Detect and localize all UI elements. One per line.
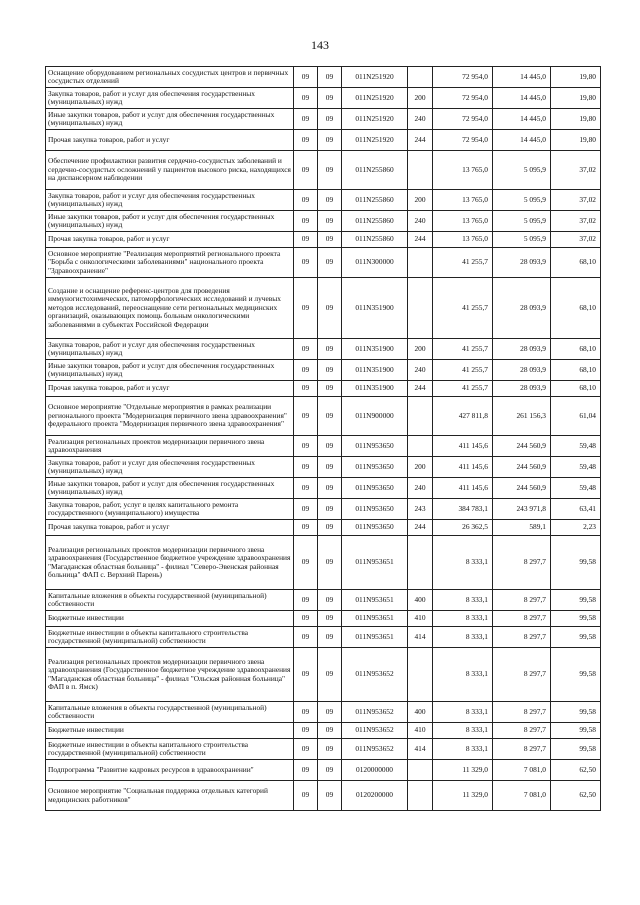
cell-name: Бюджетные инвестиции в объекты капитального строительства государственной (муниципальной) собственности: [46, 739, 294, 760]
cell-subsection: 09: [318, 151, 342, 190]
cell-expense-type: [408, 397, 433, 436]
cell-executed: 14 445,0: [493, 67, 551, 88]
cell-target-code: 011N351900: [342, 381, 408, 397]
cell-expense-type: 240: [408, 211, 433, 232]
cell-executed: 8 297,7: [493, 627, 551, 648]
cell-section: 09: [294, 499, 318, 520]
cell-percent: 37,02: [551, 232, 601, 248]
cell-percent: 99,58: [551, 739, 601, 760]
cell-target-code: 011N953650: [342, 457, 408, 478]
cell-planned: 41 255,7: [433, 360, 493, 381]
cell-subsection: 09: [318, 627, 342, 648]
table-row: [46, 611, 601, 627]
cell-subsection: 09: [318, 536, 342, 590]
table-row: [46, 648, 601, 702]
cell-name: Подпрограмма "Развитие кадровых ресурсов в здравоохранении": [46, 760, 294, 781]
table-row: [46, 739, 601, 760]
cell-percent: 62,50: [551, 760, 601, 781]
cell-percent: 37,02: [551, 211, 601, 232]
cell-name: Создание и оснащение референс-центров для проведения иммуногистохимических, патоморфологических исследований и лучевых методов исследований, переоснащение сети региональных медицинских организаций, оказывающих помощь больным онкологическими заболеваниями в субъектах Российской Федерации: [46, 278, 294, 339]
cell-subsection: 09: [318, 648, 342, 702]
cell-target-code: 011N251920: [342, 88, 408, 109]
cell-section: 09: [294, 397, 318, 436]
cell-expense-type: 200: [408, 457, 433, 478]
cell-executed: 8 297,7: [493, 611, 551, 627]
table-row: [46, 397, 601, 436]
cell-section: 09: [294, 457, 318, 478]
cell-target-code: 011N953651: [342, 611, 408, 627]
cell-expense-type: [408, 278, 433, 339]
cell-target-code: 011N953652: [342, 702, 408, 723]
cell-executed: 7 081,0: [493, 760, 551, 781]
cell-subsection: 09: [318, 190, 342, 211]
cell-section: 09: [294, 436, 318, 457]
cell-section: 09: [294, 232, 318, 248]
cell-subsection: 09: [318, 781, 342, 811]
cell-expense-type: 244: [408, 232, 433, 248]
table-row: [46, 781, 601, 811]
cell-expense-type: [408, 67, 433, 88]
table-row: [46, 109, 601, 130]
cell-subsection: 09: [318, 739, 342, 760]
table-row: [46, 151, 601, 190]
cell-planned: 72 954,0: [433, 109, 493, 130]
cell-subsection: 09: [318, 760, 342, 781]
table-row: [46, 723, 601, 739]
cell-executed: 14 445,0: [493, 88, 551, 109]
cell-subsection: 09: [318, 478, 342, 499]
cell-planned: 427 811,8: [433, 397, 493, 436]
table-row: [46, 211, 601, 232]
cell-expense-type: [408, 781, 433, 811]
cell-expense-type: 400: [408, 702, 433, 723]
cell-name: Иные закупки товаров, работ и услуг для обеспечения государственных (муниципальных) нужд: [46, 109, 294, 130]
cell-subsection: 09: [318, 339, 342, 360]
cell-subsection: 09: [318, 457, 342, 478]
cell-section: 09: [294, 360, 318, 381]
cell-target-code: 011N255860: [342, 211, 408, 232]
table-row: [46, 478, 601, 499]
cell-expense-type: 240: [408, 478, 433, 499]
cell-section: 09: [294, 702, 318, 723]
cell-percent: 99,58: [551, 627, 601, 648]
cell-expense-type: 414: [408, 627, 433, 648]
cell-executed: 8 297,7: [493, 536, 551, 590]
table-row: [46, 339, 601, 360]
cell-expense-type: [408, 436, 433, 457]
cell-percent: 59,48: [551, 457, 601, 478]
cell-name: Иные закупки товаров, работ и услуг для обеспечения государственных (муниципальных) нужд: [46, 360, 294, 381]
cell-subsection: 09: [318, 590, 342, 611]
cell-section: 09: [294, 781, 318, 811]
cell-planned: 8 333,1: [433, 536, 493, 590]
cell-target-code: 011N251920: [342, 67, 408, 88]
cell-name: Оснащение оборудованием региональных сосудистых центров и первичных сосудистых отделений: [46, 67, 294, 88]
cell-target-code: 011N255860: [342, 190, 408, 211]
cell-planned: 13 765,0: [433, 232, 493, 248]
cell-name: Прочая закупка товаров, работ и услуг: [46, 381, 294, 397]
cell-target-code: 0120200000: [342, 781, 408, 811]
table-row: [46, 760, 601, 781]
cell-percent: 99,58: [551, 648, 601, 702]
cell-name: Бюджетные инвестиции: [46, 723, 294, 739]
cell-expense-type: 200: [408, 190, 433, 211]
cell-name: Бюджетные инвестиции: [46, 611, 294, 627]
table-row: [46, 520, 601, 536]
cell-planned: 8 333,1: [433, 723, 493, 739]
table-row: [46, 436, 601, 457]
cell-planned: 13 765,0: [433, 190, 493, 211]
cell-expense-type: 240: [408, 360, 433, 381]
cell-executed: 28 093,9: [493, 360, 551, 381]
table-row: [46, 590, 601, 611]
cell-percent: 68,10: [551, 381, 601, 397]
cell-planned: 8 333,1: [433, 739, 493, 760]
cell-section: 09: [294, 723, 318, 739]
cell-planned: 411 145,6: [433, 478, 493, 499]
cell-planned: 26 362,5: [433, 520, 493, 536]
cell-planned: 11 329,0: [433, 781, 493, 811]
cell-percent: 68,10: [551, 360, 601, 381]
cell-planned: 13 765,0: [433, 211, 493, 232]
cell-name: Иные закупки товаров, работ и услуг для обеспечения государственных (муниципальных) нужд: [46, 211, 294, 232]
table-row: [46, 381, 601, 397]
budget-table: [45, 66, 601, 811]
cell-percent: 68,10: [551, 248, 601, 278]
table-row: [46, 67, 601, 88]
cell-name: Закупка товаров, работ и услуг для обеспечения государственных (муниципальных) нужд: [46, 88, 294, 109]
cell-name: Основное мероприятие "Отдельные мероприятия в рамках реализации регионального проекта "Модернизация первичного звена здравоохранения" федерального проекта "Модернизация первичного звена здравоохранения": [46, 397, 294, 436]
cell-subsection: 09: [318, 278, 342, 339]
cell-subsection: 09: [318, 397, 342, 436]
cell-name: Прочая закупка товаров, работ и услуг: [46, 520, 294, 536]
cell-name: Основное мероприятие "Социальная поддержка отдельных категорий медицинских работников": [46, 781, 294, 811]
cell-subsection: 09: [318, 248, 342, 278]
cell-expense-type: [408, 536, 433, 590]
cell-target-code: 011N953650: [342, 499, 408, 520]
cell-subsection: 09: [318, 499, 342, 520]
cell-subsection: 09: [318, 130, 342, 151]
cell-planned: 384 783,1: [433, 499, 493, 520]
cell-name: Прочая закупка товаров, работ и услуг: [46, 232, 294, 248]
cell-planned: 8 333,1: [433, 627, 493, 648]
cell-name: Бюджетные инвестиции в объекты капитального строительства государственной (муниципальной) собственности: [46, 627, 294, 648]
cell-expense-type: 414: [408, 739, 433, 760]
page-number: 143: [311, 38, 329, 52]
cell-planned: 8 333,1: [433, 648, 493, 702]
cell-executed: 8 297,7: [493, 723, 551, 739]
cell-subsection: 09: [318, 520, 342, 536]
cell-name: Обеспечение профилактики развития сердечно-сосудистых заболеваний и сердечно-сосудистых осложнений у пациентов высокого риска, находящихся на диспансерном наблюдении: [46, 151, 294, 190]
cell-executed: 14 445,0: [493, 109, 551, 130]
cell-expense-type: 244: [408, 520, 433, 536]
cell-executed: 28 093,9: [493, 278, 551, 339]
cell-target-code: 011N351900: [342, 339, 408, 360]
cell-executed: 28 093,9: [493, 248, 551, 278]
cell-expense-type: [408, 760, 433, 781]
cell-planned: 8 333,1: [433, 702, 493, 723]
cell-percent: 61,04: [551, 397, 601, 436]
cell-target-code: 011N953652: [342, 739, 408, 760]
cell-percent: 19,80: [551, 88, 601, 109]
cell-executed: 244 560,9: [493, 478, 551, 499]
cell-expense-type: 244: [408, 130, 433, 151]
cell-expense-type: 400: [408, 590, 433, 611]
cell-expense-type: [408, 151, 433, 190]
cell-percent: 63,41: [551, 499, 601, 520]
cell-executed: 261 156,3: [493, 397, 551, 436]
cell-section: 09: [294, 151, 318, 190]
cell-planned: 41 255,7: [433, 339, 493, 360]
cell-expense-type: 410: [408, 611, 433, 627]
cell-percent: 37,02: [551, 151, 601, 190]
cell-name: Закупка товаров, работ и услуг для обеспечения государственных (муниципальных) нужд: [46, 190, 294, 211]
cell-section: 09: [294, 211, 318, 232]
cell-section: 09: [294, 67, 318, 88]
cell-percent: 19,80: [551, 130, 601, 151]
cell-target-code: 011N953651: [342, 536, 408, 590]
cell-expense-type: [408, 648, 433, 702]
cell-planned: 11 329,0: [433, 760, 493, 781]
cell-target-code: 0120000000: [342, 760, 408, 781]
cell-subsection: 09: [318, 611, 342, 627]
cell-percent: 37,02: [551, 190, 601, 211]
cell-executed: 244 560,9: [493, 457, 551, 478]
cell-section: 09: [294, 760, 318, 781]
cell-executed: 5 095,9: [493, 151, 551, 190]
cell-subsection: 09: [318, 88, 342, 109]
cell-section: 09: [294, 381, 318, 397]
cell-expense-type: 240: [408, 109, 433, 130]
table-row: [46, 278, 601, 339]
cell-section: 09: [294, 190, 318, 211]
cell-target-code: 011N953651: [342, 627, 408, 648]
cell-subsection: 09: [318, 211, 342, 232]
cell-expense-type: 244: [408, 381, 433, 397]
cell-executed: 5 095,9: [493, 211, 551, 232]
table-row: [46, 702, 601, 723]
cell-subsection: 09: [318, 67, 342, 88]
cell-name: Капитальные вложения в объекты государственной (муниципальной) собственности: [46, 590, 294, 611]
cell-executed: 5 095,9: [493, 232, 551, 248]
cell-planned: 41 255,7: [433, 381, 493, 397]
table-row: [46, 88, 601, 109]
cell-executed: 8 297,7: [493, 739, 551, 760]
table-row: [46, 457, 601, 478]
cell-section: 09: [294, 278, 318, 339]
table-row: [46, 627, 601, 648]
cell-section: 09: [294, 339, 318, 360]
cell-executed: 8 297,7: [493, 648, 551, 702]
cell-executed: 28 093,9: [493, 381, 551, 397]
cell-executed: 14 445,0: [493, 130, 551, 151]
cell-subsection: 09: [318, 436, 342, 457]
cell-executed: 7 081,0: [493, 781, 551, 811]
cell-expense-type: 200: [408, 339, 433, 360]
cell-name: Прочая закупка товаров, работ и услуг: [46, 130, 294, 151]
table-row: [46, 232, 601, 248]
cell-percent: 19,80: [551, 109, 601, 130]
cell-target-code: 011N953652: [342, 648, 408, 702]
table-row: [46, 499, 601, 520]
cell-percent: 99,58: [551, 702, 601, 723]
cell-target-code: 011N953651: [342, 590, 408, 611]
cell-planned: 72 954,0: [433, 67, 493, 88]
cell-subsection: 09: [318, 232, 342, 248]
cell-section: 09: [294, 611, 318, 627]
cell-name: Реализация региональных проектов модернизации первичного звена здравоохранения (Государственное бюджетное учреждение здравоохранения "Магаданская областная больница" - филиал "Ольская районная больница" ФАП в п. Ямск): [46, 648, 294, 702]
cell-name: Реализация региональных проектов модернизации первичного звена здравоохранения (Государственное бюджетное учреждение здравоохранения "Магаданская областная больница" - филиал "Северо-Эвенская районная больница" ФАП с. Верхний Парень): [46, 536, 294, 590]
cell-planned: 72 954,0: [433, 88, 493, 109]
cell-planned: 8 333,1: [433, 590, 493, 611]
cell-section: 09: [294, 536, 318, 590]
cell-target-code: 011N300000: [342, 248, 408, 278]
cell-section: 09: [294, 88, 318, 109]
cell-planned: 41 255,7: [433, 278, 493, 339]
table-row: [46, 130, 601, 151]
cell-percent: 19,80: [551, 67, 601, 88]
cell-target-code: 011N255860: [342, 232, 408, 248]
cell-section: 09: [294, 520, 318, 536]
cell-subsection: 09: [318, 723, 342, 739]
cell-section: 09: [294, 109, 318, 130]
cell-executed: 5 095,9: [493, 190, 551, 211]
cell-name: Иные закупки товаров, работ и услуг для обеспечения государственных (муниципальных) нужд: [46, 478, 294, 499]
table-row: [46, 536, 601, 590]
cell-subsection: 09: [318, 360, 342, 381]
cell-percent: 68,10: [551, 278, 601, 339]
cell-target-code: 011N251920: [342, 130, 408, 151]
cell-expense-type: [408, 248, 433, 278]
cell-planned: 411 145,6: [433, 436, 493, 457]
cell-percent: 62,50: [551, 781, 601, 811]
table-row: [46, 190, 601, 211]
cell-executed: 28 093,9: [493, 339, 551, 360]
cell-planned: 411 145,6: [433, 457, 493, 478]
cell-executed: 244 560,9: [493, 436, 551, 457]
cell-target-code: 011N255860: [342, 151, 408, 190]
cell-name: Закупка товаров, работ и услуг для обеспечения государственных (муниципальных) нужд: [46, 457, 294, 478]
cell-percent: 68,10: [551, 339, 601, 360]
cell-planned: 41 255,7: [433, 248, 493, 278]
cell-name: Основное мероприятие "Реализация мероприятий регионального проекта "Борьба с онкологическими заболеваниями" национального проекта "Здравоохранение": [46, 248, 294, 278]
cell-name: Реализация региональных проектов модернизации первичного звена здравоохранения: [46, 436, 294, 457]
cell-planned: 8 333,1: [433, 611, 493, 627]
cell-target-code: 011N900000: [342, 397, 408, 436]
cell-planned: 72 954,0: [433, 130, 493, 151]
cell-subsection: 09: [318, 109, 342, 130]
cell-percent: 2,23: [551, 520, 601, 536]
cell-target-code: 011N953652: [342, 723, 408, 739]
cell-name: Закупка товаров, работ и услуг для обеспечения государственных (муниципальных) нужд: [46, 339, 294, 360]
cell-percent: 99,58: [551, 723, 601, 739]
cell-planned: 13 765,0: [433, 151, 493, 190]
cell-target-code: 011N953650: [342, 520, 408, 536]
cell-section: 09: [294, 739, 318, 760]
cell-expense-type: 200: [408, 88, 433, 109]
cell-expense-type: 243: [408, 499, 433, 520]
cell-percent: 99,58: [551, 536, 601, 590]
cell-section: 09: [294, 648, 318, 702]
cell-executed: 8 297,7: [493, 702, 551, 723]
cell-percent: 99,58: [551, 590, 601, 611]
cell-target-code: 011N351900: [342, 278, 408, 339]
cell-target-code: 011N251920: [342, 109, 408, 130]
table-row: [46, 248, 601, 278]
cell-section: 09: [294, 627, 318, 648]
cell-subsection: 09: [318, 702, 342, 723]
cell-target-code: 011N953650: [342, 478, 408, 499]
cell-name: Закупка товаров, работ, услуг в целях капитального ремонта государственного (муниципального) имущества: [46, 499, 294, 520]
cell-section: 09: [294, 590, 318, 611]
cell-name: Капитальные вложения в объекты государственной (муниципальной) собственности: [46, 702, 294, 723]
cell-subsection: 09: [318, 381, 342, 397]
cell-section: 09: [294, 478, 318, 499]
cell-percent: 59,48: [551, 436, 601, 457]
cell-section: 09: [294, 130, 318, 151]
table-body: [46, 67, 601, 811]
table-row: [46, 360, 601, 381]
cell-expense-type: 410: [408, 723, 433, 739]
cell-executed: 243 971,8: [493, 499, 551, 520]
cell-target-code: 011N953650: [342, 436, 408, 457]
cell-executed: 8 297,7: [493, 590, 551, 611]
cell-percent: 99,58: [551, 611, 601, 627]
cell-section: 09: [294, 248, 318, 278]
cell-target-code: 011N351900: [342, 360, 408, 381]
cell-percent: 59,48: [551, 478, 601, 499]
cell-executed: 589,1: [493, 520, 551, 536]
